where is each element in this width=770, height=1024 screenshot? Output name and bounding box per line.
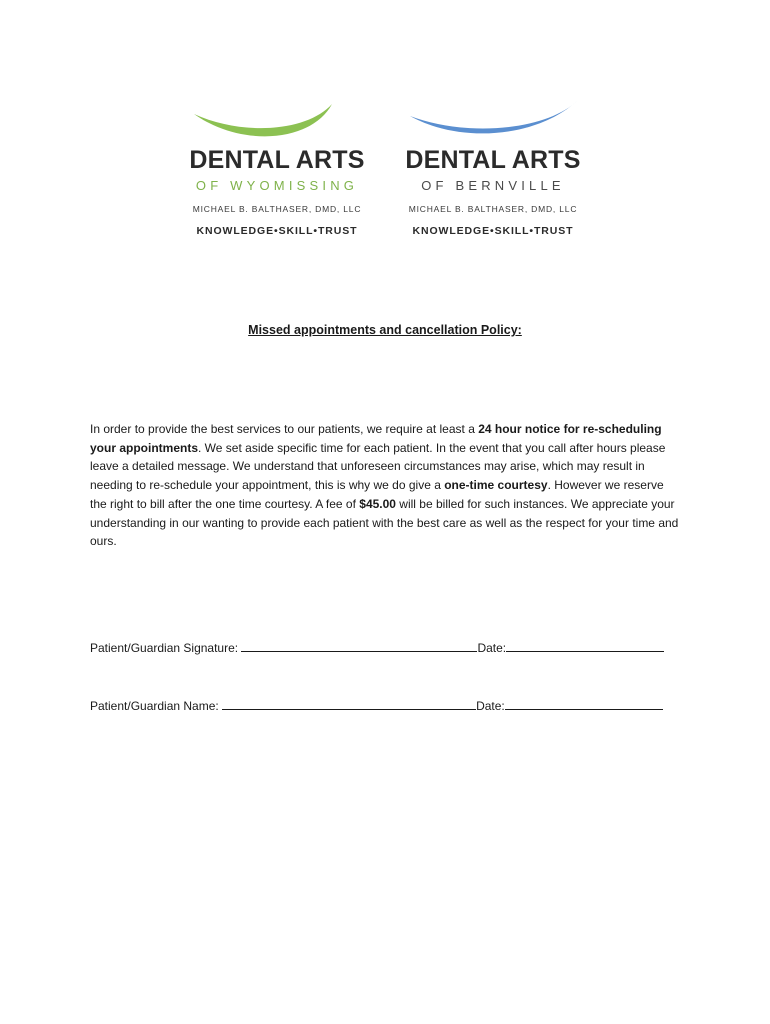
signature-label: Patient/Guardian Signature: [90,641,242,655]
policy-text: In order to provide the best services to our patients, we require at least a [90,422,479,436]
document-title: Missed appointments and cancellation Policy: [248,323,522,337]
date-label: Date: [477,641,507,655]
green-swoosh-icon [172,96,382,148]
logo-doctor-name: MICHAEL B. BALTHASER, DMD, LLC [192,204,362,214]
signature-field[interactable] [241,640,477,652]
logo-doctor-name: MICHAEL B. BALTHASER, DMD, LLC [408,204,578,214]
name-label: Patient/Guardian Name: [90,699,223,713]
date-label: Date: [476,699,505,713]
policy-text: . We set aside specific time for each patient. In the event that you call after hours please leave a detailed message. We understand that unforeseen circumstances may arise, which may result in needing to re-schedule your appointment, this is why we do give a [90,440,666,493]
policy-text: will be billed for such instances. We appreciate your understanding in our wanting to provide each patient with the best care as well as the respect for your time and ours. [90,496,679,549]
logo-tagline: KNOWLEDGE•SKILL•TRUST [196,225,358,237]
logo-bernville [388,96,598,246]
logo-tagline: KNOWLEDGE•SKILL•TRUST [412,225,574,237]
policy-bold-notice: 24 hour notice for re-scheduling your appointments [90,422,662,455]
logo-brand-name: DENTAL ARTS [189,146,365,174]
policy-bold-courtesy: one-time courtesy [444,478,548,493]
policy-text: . However we reserve the right to bill after the one time courtesy. A fee of [90,478,664,511]
logo-brand-name: DENTAL ARTS [405,146,581,174]
policy-bold-fee: $45.00 [359,496,396,511]
signature-date-field[interactable] [506,640,664,652]
name-field[interactable] [222,698,476,710]
logo-wyomissing [172,96,382,246]
signature-row [90,640,664,655]
name-date-field[interactable] [505,698,663,710]
logo-location: OF BERNVILLE [421,178,565,193]
policy-paragraph [90,420,680,551]
logo-location: OF WYOMISSING [195,178,359,193]
blue-swoosh-icon [388,96,598,148]
name-row [90,698,663,713]
